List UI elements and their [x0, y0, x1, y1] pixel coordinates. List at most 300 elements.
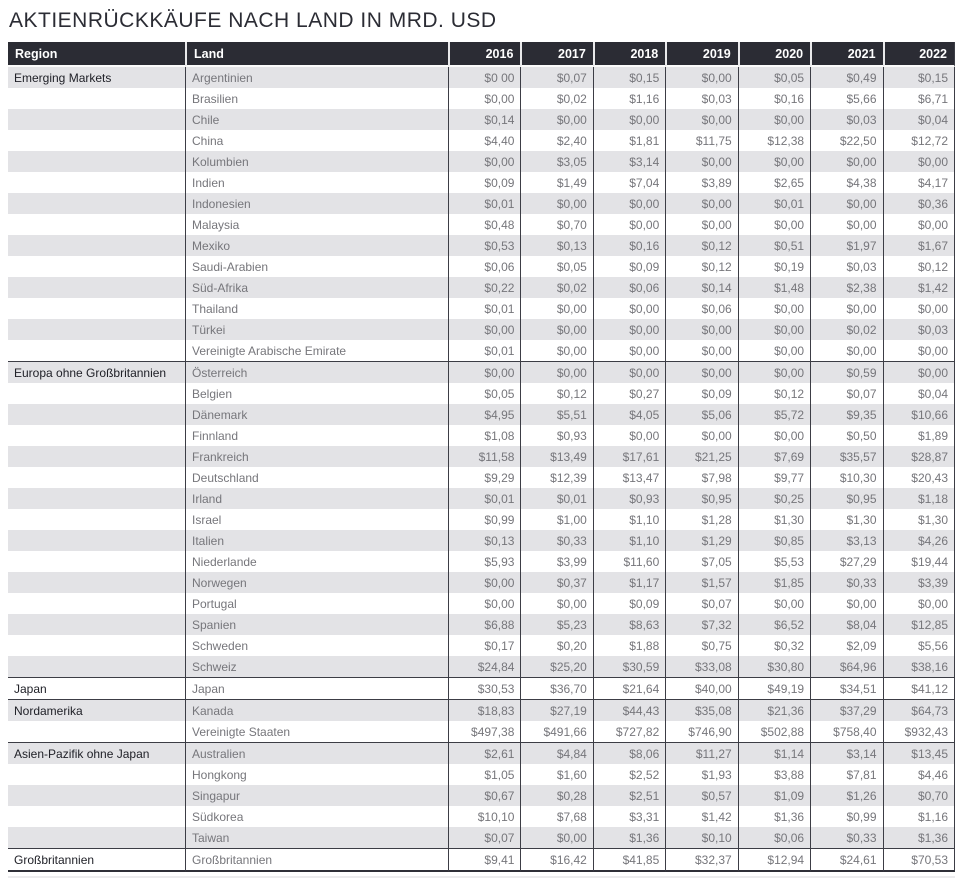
land-cell: Südkorea [185, 806, 448, 827]
region-cell [8, 404, 185, 425]
value-cell-2018: $727,82 [593, 721, 665, 742]
region-cell [8, 827, 185, 848]
value-cell-2022: $0,00 [883, 214, 955, 235]
value-cell-2021: $8,04 [810, 614, 882, 635]
value-cell-2021: $0,07 [810, 383, 882, 404]
column-header-2021: 2021 [810, 42, 882, 67]
land-cell: Kanada [185, 699, 448, 721]
value-cell-2017: $0,28 [520, 785, 592, 806]
value-cell-2017: $0,20 [520, 635, 592, 656]
value-cell-2018: $2,51 [593, 785, 665, 806]
value-cell-2020: $0,01 [738, 193, 810, 214]
value-cell-2022: $4,26 [883, 530, 955, 551]
table-row [8, 446, 955, 467]
value-cell-2016: $5,93 [448, 551, 520, 572]
value-cell-2021: $0,95 [810, 488, 882, 509]
value-cell-2020: $0,00 [738, 319, 810, 340]
table-row [8, 699, 955, 721]
table-row [8, 827, 955, 848]
value-cell-2018: $4,05 [593, 404, 665, 425]
land-cell: Mexiko [185, 235, 448, 256]
region-cell [8, 635, 185, 656]
region-cell [8, 467, 185, 488]
value-cell-2017: $0,00 [520, 193, 592, 214]
land-cell: Österreich [185, 361, 448, 383]
value-cell-2019: $0,03 [665, 88, 737, 109]
value-cell-2016: $0,00 [448, 361, 520, 383]
value-cell-2017: $3,99 [520, 551, 592, 572]
land-cell: Hongkong [185, 764, 448, 785]
value-cell-2018: $1,16 [593, 88, 665, 109]
table-row [8, 806, 955, 827]
column-header-2017: 2017 [520, 42, 592, 67]
value-cell-2021: $37,29 [810, 699, 882, 721]
value-cell-2022: $3,39 [883, 572, 955, 593]
table-row [8, 593, 955, 614]
land-cell: Saudi-Arabien [185, 256, 448, 277]
table-row [8, 130, 955, 151]
value-cell-2018: $1,10 [593, 509, 665, 530]
value-cell-2022: $0,00 [883, 340, 955, 361]
value-cell-2020: $1,36 [738, 806, 810, 827]
table-row [8, 67, 955, 88]
value-cell-2017: $0,00 [520, 827, 592, 848]
value-cell-2022: $0,00 [883, 151, 955, 172]
table-row [8, 551, 955, 572]
value-cell-2016: $0,01 [448, 340, 520, 361]
value-cell-2017: $0,05 [520, 256, 592, 277]
value-cell-2021: $758,40 [810, 721, 882, 742]
column-header-2020: 2020 [738, 42, 810, 67]
value-cell-2018: $21,64 [593, 677, 665, 699]
value-cell-2019: $32,37 [665, 848, 737, 872]
value-cell-2018: $0,27 [593, 383, 665, 404]
value-cell-2019: $35,08 [665, 699, 737, 721]
value-cell-2022: $13,45 [883, 742, 955, 764]
value-cell-2021: $22,50 [810, 130, 882, 151]
region-cell [8, 298, 185, 319]
value-cell-2016: $0,13 [448, 530, 520, 551]
region-cell [8, 319, 185, 340]
value-cell-2021: $7,81 [810, 764, 882, 785]
value-cell-2020: $0,32 [738, 635, 810, 656]
value-cell-2017: $13,49 [520, 446, 592, 467]
value-cell-2022: $1,18 [883, 488, 955, 509]
table-row [8, 848, 955, 872]
region-cell [8, 446, 185, 467]
value-cell-2018: $30,59 [593, 656, 665, 677]
value-cell-2018: $0,00 [593, 193, 665, 214]
region-cell [8, 572, 185, 593]
table-row [8, 764, 955, 785]
land-cell: Norwegen [185, 572, 448, 593]
value-cell-2018: $0,00 [593, 319, 665, 340]
value-cell-2022: $28,87 [883, 446, 955, 467]
value-cell-2019: $1,93 [665, 764, 737, 785]
value-cell-2017: $0,00 [520, 340, 592, 361]
value-cell-2018: $1,36 [593, 827, 665, 848]
region-cell [8, 614, 185, 635]
region-cell [8, 172, 185, 193]
table-header-row [8, 42, 955, 67]
value-cell-2022: $0,15 [883, 67, 955, 88]
value-cell-2022: $38,16 [883, 656, 955, 677]
table-row [8, 635, 955, 656]
value-cell-2016: $30,53 [448, 677, 520, 699]
land-cell: Vereinigte Staaten [185, 721, 448, 742]
value-cell-2022: $0,70 [883, 785, 955, 806]
value-cell-2020: $49,19 [738, 677, 810, 699]
value-cell-2017: $2,40 [520, 130, 592, 151]
table-row [8, 340, 955, 361]
value-cell-2016: $18,83 [448, 699, 520, 721]
region-cell [8, 785, 185, 806]
value-cell-2018: $41,85 [593, 848, 665, 872]
value-cell-2020: $0,05 [738, 67, 810, 88]
region-cell [8, 151, 185, 172]
value-cell-2022: $1,67 [883, 235, 955, 256]
value-cell-2016: $0,99 [448, 509, 520, 530]
region-cell: Japan [8, 677, 185, 699]
table-row [8, 361, 955, 383]
table-row [8, 721, 955, 742]
value-cell-2017: $0,01 [520, 488, 592, 509]
value-cell-2019: $0,00 [665, 193, 737, 214]
region-cell [8, 806, 185, 827]
value-cell-2017: $16,42 [520, 848, 592, 872]
value-cell-2021: $0,00 [810, 593, 882, 614]
value-cell-2016: $0,17 [448, 635, 520, 656]
table-row [8, 109, 955, 130]
value-cell-2016: $0,06 [448, 256, 520, 277]
value-cell-2020: $0,25 [738, 488, 810, 509]
value-cell-2021: $27,29 [810, 551, 882, 572]
value-cell-2020: $0,00 [738, 109, 810, 130]
land-cell: Indien [185, 172, 448, 193]
land-cell: Süd-Afrika [185, 277, 448, 298]
land-cell: Belgien [185, 383, 448, 404]
value-cell-2020: $0,00 [738, 298, 810, 319]
value-cell-2020: $0,12 [738, 383, 810, 404]
value-cell-2021: $0,49 [810, 67, 882, 88]
value-cell-2021: $3,14 [810, 742, 882, 764]
column-header-2022: 2022 [883, 42, 955, 67]
value-cell-2019: $7,98 [665, 467, 737, 488]
value-cell-2021: $0,00 [810, 193, 882, 214]
table-row [8, 425, 955, 446]
region-cell [8, 88, 185, 109]
value-cell-2021: $10,30 [810, 467, 882, 488]
value-cell-2018: $0,00 [593, 214, 665, 235]
value-cell-2017: $491,66 [520, 721, 592, 742]
value-cell-2020: $0,06 [738, 827, 810, 848]
region-cell [8, 425, 185, 446]
region-cell [8, 277, 185, 298]
value-cell-2022: $0,03 [883, 319, 955, 340]
value-cell-2018: $7,04 [593, 172, 665, 193]
value-cell-2018: $44,43 [593, 699, 665, 721]
value-cell-2020: $30,80 [738, 656, 810, 677]
value-cell-2017: $0,02 [520, 277, 592, 298]
value-cell-2019: $11,27 [665, 742, 737, 764]
land-cell: Italien [185, 530, 448, 551]
value-cell-2016: $0,14 [448, 109, 520, 130]
value-cell-2022: $0,00 [883, 593, 955, 614]
buybacks-by-country-table [8, 42, 955, 872]
value-cell-2017: $1,00 [520, 509, 592, 530]
value-cell-2018: $1,17 [593, 572, 665, 593]
value-cell-2022: $0,36 [883, 193, 955, 214]
region-cell [8, 721, 185, 742]
value-cell-2020: $0,00 [738, 593, 810, 614]
land-cell: Kolumbien [185, 151, 448, 172]
value-cell-2019: $0,75 [665, 635, 737, 656]
table-row [8, 214, 955, 235]
region-cell [8, 340, 185, 361]
land-cell: Argentinien [185, 67, 448, 88]
value-cell-2020: $5,53 [738, 551, 810, 572]
value-cell-2019: $0,09 [665, 383, 737, 404]
value-cell-2021: $0,59 [810, 361, 882, 383]
region-cell [8, 235, 185, 256]
table-row [8, 509, 955, 530]
value-cell-2021: $64,96 [810, 656, 882, 677]
value-cell-2020: $1,48 [738, 277, 810, 298]
value-cell-2022: $6,71 [883, 88, 955, 109]
value-cell-2020: $0,00 [738, 361, 810, 383]
value-cell-2020: $12,94 [738, 848, 810, 872]
column-header-2018: 2018 [593, 42, 665, 67]
land-cell: Indonesien [185, 193, 448, 214]
land-cell: Chile [185, 109, 448, 130]
value-cell-2016: $9,29 [448, 467, 520, 488]
value-cell-2019: $1,42 [665, 806, 737, 827]
value-cell-2020: $0,19 [738, 256, 810, 277]
value-cell-2017: $0,00 [520, 298, 592, 319]
table-row [8, 235, 955, 256]
value-cell-2020: $1,30 [738, 509, 810, 530]
region-cell [8, 383, 185, 404]
region-cell [8, 214, 185, 235]
value-cell-2022: $70,53 [883, 848, 955, 872]
land-cell: Schweiz [185, 656, 448, 677]
region-cell [8, 593, 185, 614]
value-cell-2016: $0,09 [448, 172, 520, 193]
table-row [8, 614, 955, 635]
land-cell: Vereinigte Arabische Emirate [185, 340, 448, 361]
value-cell-2020: $6,52 [738, 614, 810, 635]
value-cell-2016: $4,40 [448, 130, 520, 151]
value-cell-2021: $2,38 [810, 277, 882, 298]
table-row [8, 383, 955, 404]
value-cell-2019: $11,75 [665, 130, 737, 151]
value-cell-2016: $497,38 [448, 721, 520, 742]
value-cell-2020: $7,69 [738, 446, 810, 467]
value-cell-2019: $1,29 [665, 530, 737, 551]
value-cell-2018: $0,00 [593, 361, 665, 383]
value-cell-2018: $0,06 [593, 277, 665, 298]
value-cell-2017: $0,70 [520, 214, 592, 235]
value-cell-2016: $0,00 [448, 151, 520, 172]
column-header-2016: 2016 [448, 42, 520, 67]
land-cell: Schweden [185, 635, 448, 656]
value-cell-2022: $12,85 [883, 614, 955, 635]
land-cell: Australien [185, 742, 448, 764]
value-cell-2022: $41,12 [883, 677, 955, 699]
table-header [8, 42, 955, 67]
value-cell-2016: $0,01 [448, 193, 520, 214]
land-cell: Thailand [185, 298, 448, 319]
value-cell-2017: $0,93 [520, 425, 592, 446]
region-cell [8, 509, 185, 530]
value-cell-2018: $8,06 [593, 742, 665, 764]
value-cell-2016: $6,88 [448, 614, 520, 635]
value-cell-2022: $0,00 [883, 361, 955, 383]
value-cell-2016: $0,00 [448, 88, 520, 109]
value-cell-2018: $0,00 [593, 298, 665, 319]
value-cell-2019: $746,90 [665, 721, 737, 742]
value-cell-2018: $1,88 [593, 635, 665, 656]
value-cell-2019: $0,00 [665, 214, 737, 235]
table-row [8, 656, 955, 677]
value-cell-2020: $1,09 [738, 785, 810, 806]
value-cell-2021: $5,66 [810, 88, 882, 109]
value-cell-2020: $21,36 [738, 699, 810, 721]
region-cell [8, 109, 185, 130]
value-cell-2017: $12,39 [520, 467, 592, 488]
value-cell-2018: $0,15 [593, 67, 665, 88]
value-cell-2016: $1,05 [448, 764, 520, 785]
land-cell: Irland [185, 488, 448, 509]
region-cell: Europa ohne Großbritannien [8, 361, 185, 383]
value-cell-2019: $7,32 [665, 614, 737, 635]
land-cell: Brasilien [185, 88, 448, 109]
value-cell-2017: $25,20 [520, 656, 592, 677]
land-cell: Japan [185, 677, 448, 699]
value-cell-2017: $0,12 [520, 383, 592, 404]
value-cell-2019: $0,00 [665, 361, 737, 383]
table-body [8, 67, 955, 872]
land-cell: Deutschland [185, 467, 448, 488]
value-cell-2019: $40,00 [665, 677, 737, 699]
value-cell-2018: $2,52 [593, 764, 665, 785]
value-cell-2022: $20,43 [883, 467, 955, 488]
value-cell-2017: $0,02 [520, 88, 592, 109]
value-cell-2018: $1,10 [593, 530, 665, 551]
value-cell-2016: $0,07 [448, 827, 520, 848]
value-cell-2022: $4,17 [883, 172, 955, 193]
value-cell-2021: $0,99 [810, 806, 882, 827]
value-cell-2021: $0,03 [810, 109, 882, 130]
region-cell [8, 488, 185, 509]
value-cell-2020: $12,38 [738, 130, 810, 151]
table-row [8, 193, 955, 214]
value-cell-2017: $3,05 [520, 151, 592, 172]
value-cell-2018: $8,63 [593, 614, 665, 635]
value-cell-2019: $33,08 [665, 656, 737, 677]
value-cell-2019: $0,00 [665, 340, 737, 361]
value-cell-2016: $0,05 [448, 383, 520, 404]
land-cell: Israel [185, 509, 448, 530]
value-cell-2019: $0,00 [665, 425, 737, 446]
value-cell-2019: $0,14 [665, 277, 737, 298]
value-cell-2021: $34,51 [810, 677, 882, 699]
value-cell-2016: $9,41 [448, 848, 520, 872]
page-title: AKTIENRÜCKKÄUFE NACH LAND IN MRD. USD [9, 9, 497, 32]
table-row [8, 742, 955, 764]
value-cell-2018: $0,00 [593, 340, 665, 361]
table-row [8, 467, 955, 488]
value-cell-2017: $36,70 [520, 677, 592, 699]
value-cell-2021: $0,02 [810, 319, 882, 340]
value-cell-2020: $0,85 [738, 530, 810, 551]
value-cell-2022: $19,44 [883, 551, 955, 572]
value-cell-2021: $4,38 [810, 172, 882, 193]
table-row [8, 172, 955, 193]
value-cell-2019: $1,28 [665, 509, 737, 530]
value-cell-2019: $0,57 [665, 785, 737, 806]
value-cell-2021: $0,00 [810, 151, 882, 172]
region-cell [8, 530, 185, 551]
value-cell-2016: $0 00 [448, 67, 520, 88]
value-cell-2016: $0,00 [448, 572, 520, 593]
value-cell-2018: $0,00 [593, 109, 665, 130]
region-cell: Nordamerika [8, 699, 185, 721]
table-row [8, 88, 955, 109]
land-cell: Spanien [185, 614, 448, 635]
value-cell-2016: $0,00 [448, 593, 520, 614]
table-row [8, 572, 955, 593]
value-cell-2021: $9,35 [810, 404, 882, 425]
value-cell-2020: $3,88 [738, 764, 810, 785]
value-cell-2018: $11,60 [593, 551, 665, 572]
value-cell-2022: $1,30 [883, 509, 955, 530]
value-cell-2018: $0,00 [593, 425, 665, 446]
value-cell-2020: $0,00 [738, 340, 810, 361]
value-cell-2021: $0,03 [810, 256, 882, 277]
land-cell: Singapur [185, 785, 448, 806]
value-cell-2016: $0,53 [448, 235, 520, 256]
value-cell-2017: $0,33 [520, 530, 592, 551]
value-cell-2022: $10,66 [883, 404, 955, 425]
value-cell-2017: $0,00 [520, 319, 592, 340]
table-row [8, 404, 955, 425]
column-header-region: Region [8, 42, 185, 67]
column-header-2019: 2019 [665, 42, 737, 67]
land-cell: Großbritannien [185, 848, 448, 872]
value-cell-2019: $0,12 [665, 256, 737, 277]
table-row [8, 151, 955, 172]
value-cell-2019: $0,12 [665, 235, 737, 256]
land-cell: Finnland [185, 425, 448, 446]
value-cell-2020: $0,51 [738, 235, 810, 256]
table-row [8, 319, 955, 340]
value-cell-2017: $0,37 [520, 572, 592, 593]
value-cell-2017: $1,60 [520, 764, 592, 785]
value-cell-2022: $1,36 [883, 827, 955, 848]
value-cell-2020: $502,88 [738, 721, 810, 742]
value-cell-2021: $1,97 [810, 235, 882, 256]
value-cell-2021: $35,57 [810, 446, 882, 467]
value-cell-2019: $0,00 [665, 319, 737, 340]
value-cell-2019: $1,57 [665, 572, 737, 593]
value-cell-2019: $0,10 [665, 827, 737, 848]
value-cell-2016: $4,95 [448, 404, 520, 425]
land-cell: Taiwan [185, 827, 448, 848]
value-cell-2022: $0,04 [883, 109, 955, 130]
land-cell: Malaysia [185, 214, 448, 235]
value-cell-2022: $4,46 [883, 764, 955, 785]
